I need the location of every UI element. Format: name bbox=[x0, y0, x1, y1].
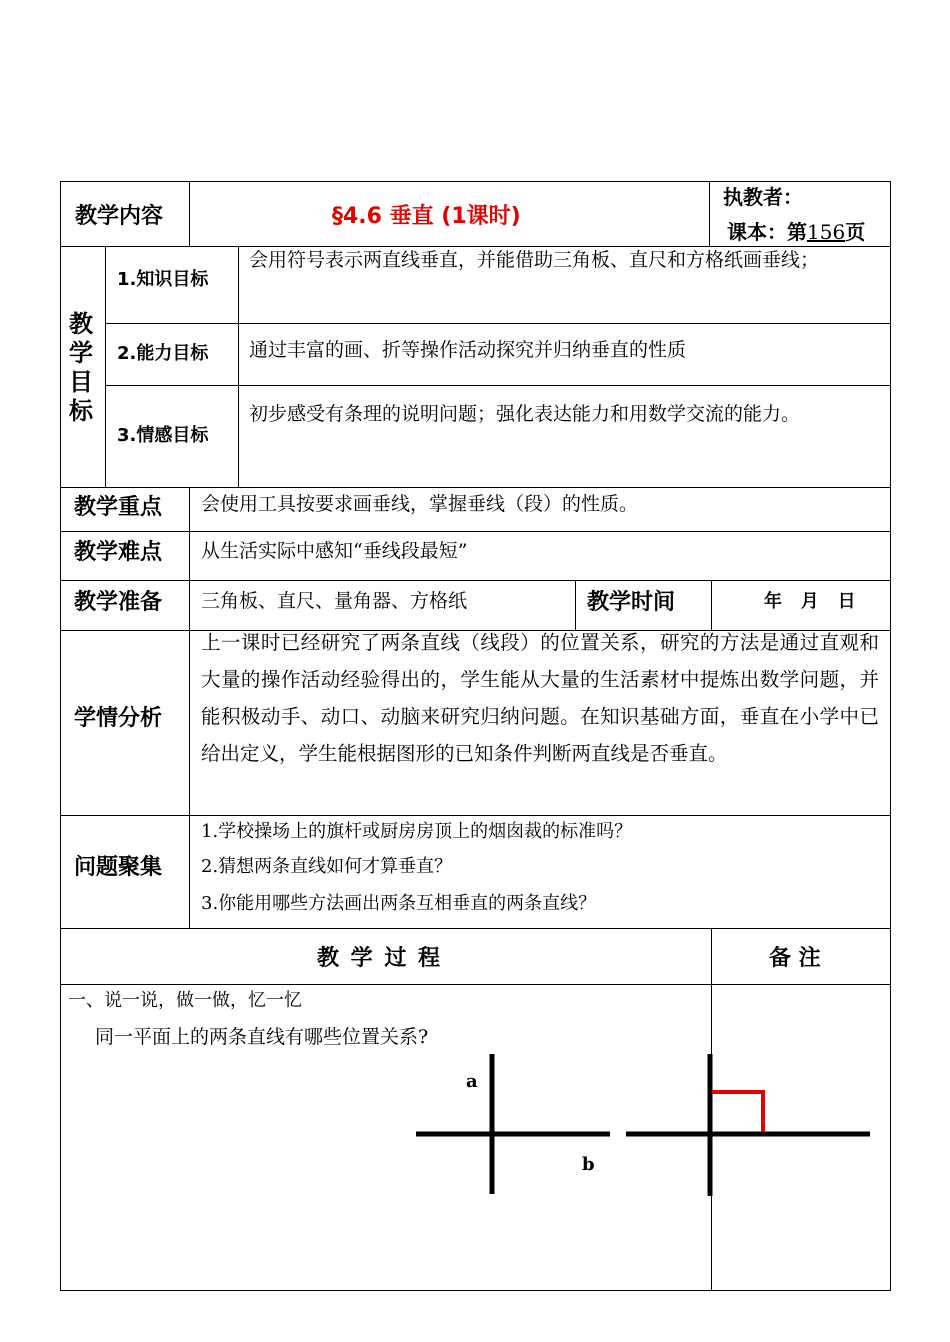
header-label: 教学内容 bbox=[75, 204, 164, 229]
section-title: 一、说一说，做一做，忆一忆 bbox=[68, 990, 302, 1011]
textbook-suffix: 页 bbox=[845, 220, 866, 244]
difficulty-text: 从生活实际中感知“垂线段最短” bbox=[201, 540, 468, 562]
difficulty-label: 教学难点 bbox=[74, 540, 163, 565]
questions-label: 问题聚集 bbox=[74, 855, 163, 880]
objectives-label: 教学目标 bbox=[69, 310, 93, 425]
right-angle-mark bbox=[712, 1092, 763, 1132]
lesson-title: §4.6 垂直 (1课时) bbox=[332, 204, 521, 229]
notes-header: 备 注 bbox=[769, 946, 821, 971]
textbook-ref bbox=[727, 216, 865, 245]
process-header: 教 学 过 程 bbox=[317, 946, 442, 971]
teacher-label: 执教者： bbox=[723, 185, 803, 209]
right-angle-figure bbox=[620, 1050, 880, 1200]
analysis-label: 学情分析 bbox=[74, 706, 163, 731]
intersecting-lines-figure bbox=[410, 1050, 620, 1200]
question-1: 1.学校操场上的旗杆或厨房房顶上的烟囱裁的标准吗？ bbox=[201, 821, 633, 842]
question-2: 2.猜想两条直线如何才算垂直？ bbox=[201, 856, 453, 877]
time-label: 教学时间 bbox=[587, 590, 676, 615]
objective-label-2: 2.能力目标 bbox=[117, 343, 209, 364]
key-point-label: 教学重点 bbox=[74, 495, 163, 520]
section-question: 同一平面上的两条直线有哪些位置关系? bbox=[95, 1026, 429, 1048]
objective-text-3: 初步感受有条理的说明问题；强化表达能力和用数学交流的能力。 bbox=[249, 403, 801, 425]
key-point-text: 会使用工具按要求画垂线，掌握垂线（段）的性质。 bbox=[201, 493, 639, 515]
label-a: a bbox=[466, 1071, 478, 1092]
objective-label-1: 1.知识目标 bbox=[117, 269, 209, 290]
textbook-page: 156 bbox=[807, 220, 846, 244]
time-value: 年 月 日 bbox=[764, 591, 856, 612]
objective-label-3: 3.情感目标 bbox=[117, 425, 209, 446]
analysis-text: 上一课时已经研究了两条直线（线段）的位置关系，研究的方法是通过直观和大量的操作活动经验得出的，学生能从大量的生活素材中提炼出数学问题，并能积极动手、动口、动脑来研究归纳问题。在知识基础方面，垂直在小学中已给出定义，学生能根据图形的已知条件判断两直线是否垂直。 bbox=[201, 631, 879, 765]
question-3: 3.你能用哪些方法画出两条互相垂直的两条直线？ bbox=[201, 893, 597, 914]
preparation-text: 三角板、直尺、量角器、方格纸 bbox=[201, 590, 468, 612]
preparation-label: 教学准备 bbox=[74, 590, 163, 615]
label-b: b bbox=[582, 1154, 595, 1175]
objective-text-1: 会用符号表示两直线垂直，并能借助三角板、直尺和方格纸画垂线； bbox=[249, 249, 820, 271]
objective-text-2: 通过丰富的画、折等操作活动探究并归纳垂直的性质 bbox=[249, 339, 687, 361]
textbook-prefix: 课本：第 bbox=[727, 220, 807, 244]
